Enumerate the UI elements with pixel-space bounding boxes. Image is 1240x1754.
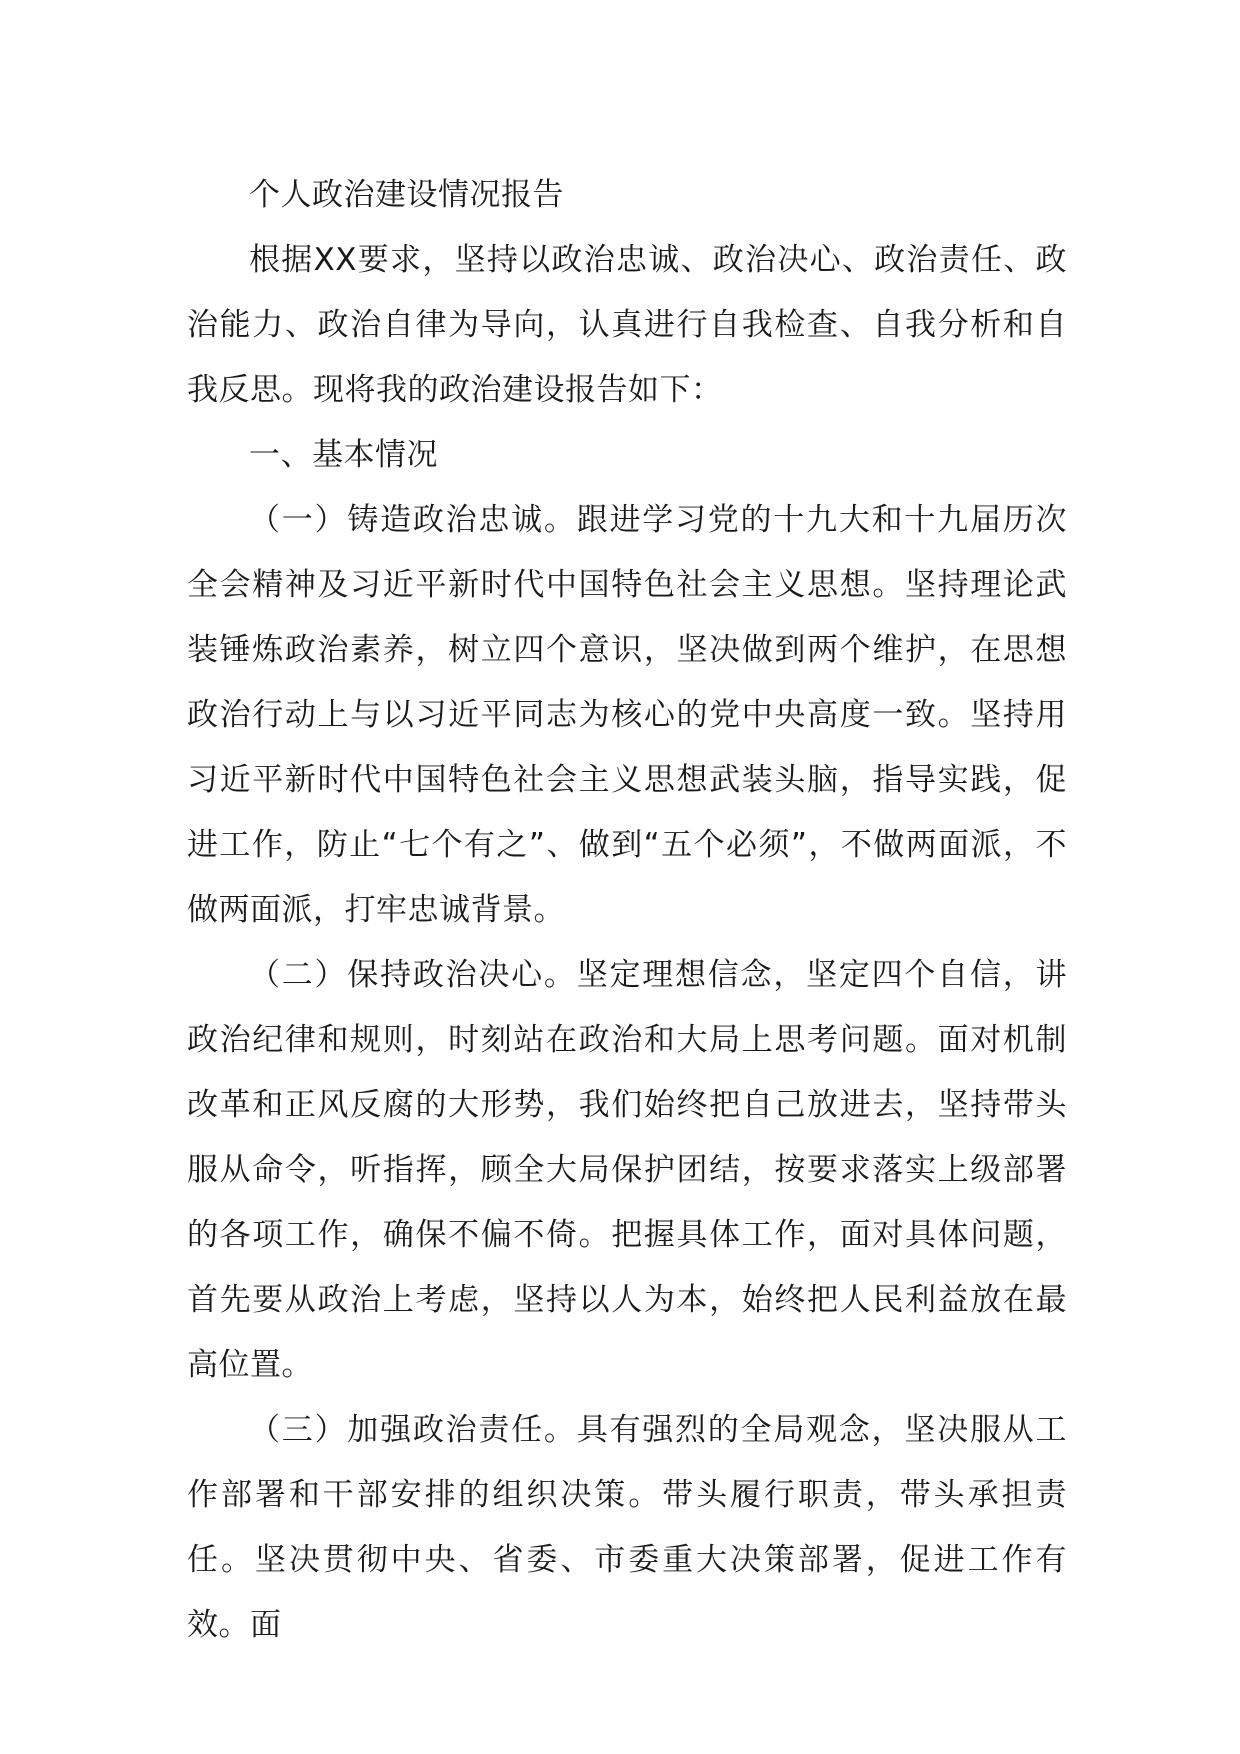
paragraph-political-responsibility: （三）加强政治责任。具有强烈的全局观念，坚决服从工作部署和干部安排的组织决策。带头履行职责，带头承担责任。坚决贯彻中央、省委、市委重大决策部署，促进工作有效。面 [187,1412,1067,1643]
intro-paragraph: 根据XX要求，坚持以政治忠诚、政治决心、政治责任、政治能力、政治自律为导向，认真进行自我检查、自我分析和自我反思。现将我的政治建设报告如下： [187,242,1067,408]
paragraph-political-determination: （二）保持政治决心。坚定理想信念，坚定四个自信，讲政治纪律和规则，时刻站在政治和大局上思考问题。面对机制改革和正风反腐的大形势，我们始终把自己放进去，坚持带头服从命令，听指挥，顾全大局保护团结，按要求落实上级部署的各项工作，确保不偏不倚。把握具体工作，面对具体问题，首先要从政治上考虑，坚持以人为本，始终把人民利益放在最高位置。 [187,957,1067,1383]
document-title: 个人政治建设情况报告 [249,177,564,213]
document-body [187,163,1067,1658]
section-heading-basic-situation: 一、基本情况 [249,437,438,473]
paragraph-political-loyalty: （一）铸造政治忠诚。跟进学习党的十九大和十九届历次全会精神及习近平新时代中国特色社会主义思想。坚持理论武装锤炼政治素养，树立四个意识，坚决做到两个维护，在思想政治行动上与以习近平同志为核心的党中央高度一致。坚持用习近平新时代中国特色社会主义思想武装头脑，指导实践，促进工作，防止“七个有之”、做到“五个必须”，不做两面派，不做两面派，打牢忠诚背景。 [187,502,1067,928]
